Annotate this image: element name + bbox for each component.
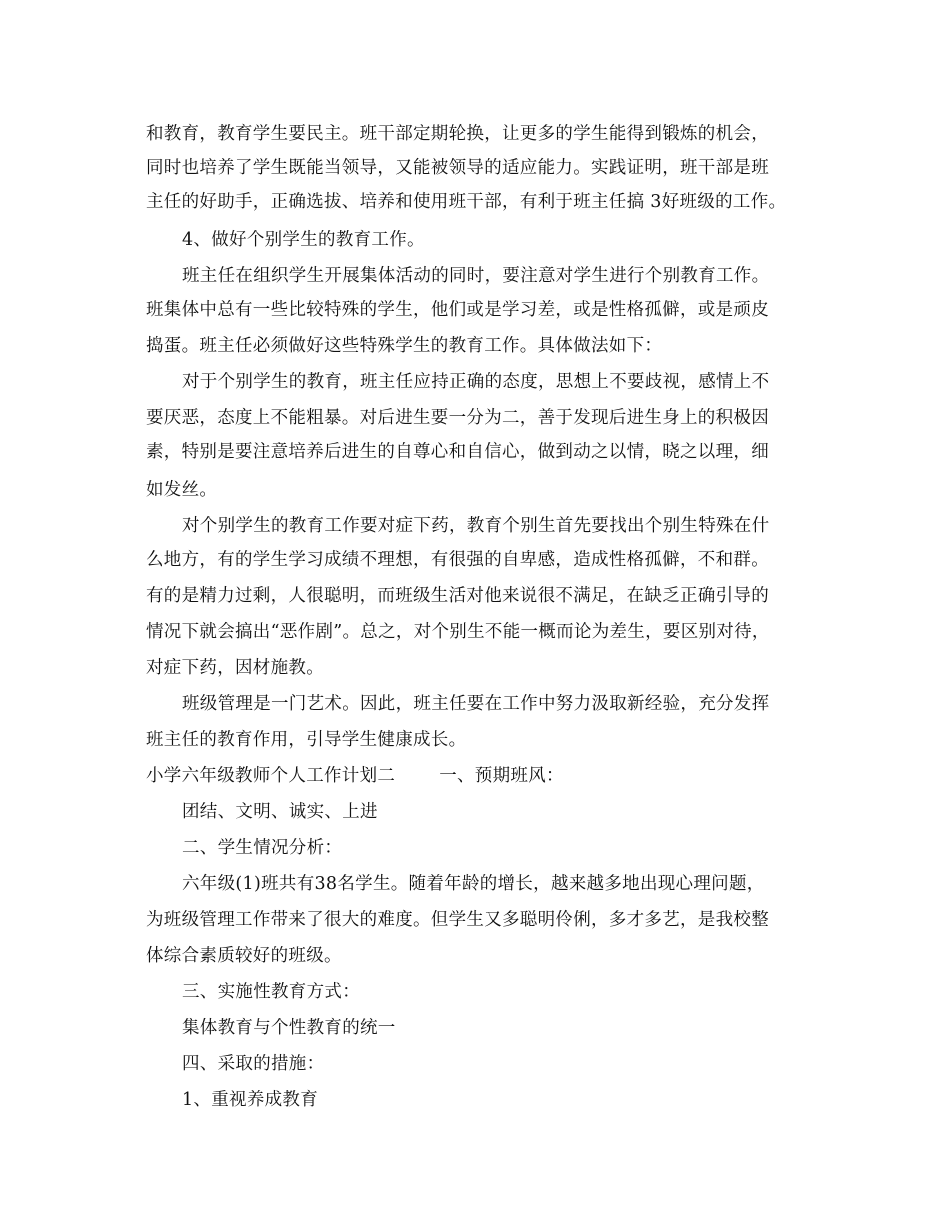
paragraph-line: 主任的好助手，正确选拔、培养和使用班干部，有利于班主任搞 3好班级的工作。 <box>146 192 787 212</box>
paragraph-line: 对于个别学生的教育，班主任应持正确的态度，思想上不要歧视，感情上不 <box>182 372 770 392</box>
paragraph-line: 班主任在组织学生开展集体活动的同时，要注意对学生进行个别教育工作。 <box>182 266 770 286</box>
paragraph-line: 有的是精力过剩，人很聪明，而班级生活对他来说很不满足，在缺乏正确引导的 <box>146 586 769 606</box>
paragraph-line: 六年级(1)班共有38名学生。随着年龄的增长，越来越多地出现心理问题， <box>182 874 765 894</box>
paragraph-line: 要厌恶，态度上不能粗暴。对后进生要一分为二，善于发现后进生身上的积极因 <box>146 408 769 428</box>
section-heading: 一、预期班风： <box>439 766 564 786</box>
paragraph-line: 捣蛋。班主任必须做好这些特殊学生的教育工作。具体做法如下： <box>146 336 663 356</box>
section-heading: 1、重视养成教育 <box>182 1090 319 1110</box>
section-heading: 4、做好个别学生的教育工作。 <box>182 230 425 250</box>
paragraph-line: 情况下就会搞出“恶作剧”。总之，对个别生不能一概而论为差生，要区别对待， <box>146 622 770 642</box>
paragraph-line: 班主任的教育作用，引导学生健康成长。 <box>146 730 467 750</box>
document-title: 小学六年级教师个人工作计划二 <box>146 766 396 786</box>
paragraph-line: 对个别学生的教育工作要对症下药，教育个别生首先要找出个别生特殊在什 <box>182 516 770 536</box>
document-title-line <box>146 764 564 788</box>
section-heading: 二、学生情况分析： <box>182 838 343 858</box>
paragraph-line: 班级管理是一门艺术。因此，班主任要在工作中努力汲取新经验，充分发挥 <box>182 694 770 714</box>
paragraph-line: 素，特别是要注意培养后进生的自尊心和自信心，做到动之以情，晓之以理，细 <box>146 442 769 462</box>
paragraph-line: 班集体中总有一些比较特殊的学生，他们或是学习差，或是性格孤僻，或是顽皮 <box>146 300 769 320</box>
paragraph-line: 同时也培养了学生既能当领导，又能被领导的适应能力。实践证明，班干部是班 <box>146 158 769 178</box>
paragraph-line: 对症下药，因材施教。 <box>146 658 324 678</box>
paragraph-line: 集体教育与个性教育的统一 <box>182 1018 396 1038</box>
paragraph-line: 和教育，教育学生要民主。班干部定期轮换，让更多的学生能得到锻炼的机会， <box>146 124 769 144</box>
paragraph-line: 么地方，有的学生学习成绩不理想，有很强的自卑感，造成性格孤僻，不和群。 <box>146 550 769 570</box>
paragraph-line: 如发丝。 <box>146 480 218 500</box>
paragraph-line: 团结、文明、诚实、上进 <box>182 802 378 822</box>
paragraph-line: 为班级管理工作带来了很大的难度。但学生又多聪明伶俐，多才多艺，是我校整 <box>146 910 769 930</box>
paragraph-line: 体综合素质较好的班级。 <box>146 946 342 966</box>
section-heading: 四、采取的措施： <box>182 1054 325 1074</box>
section-heading: 三、实施性教育方式： <box>182 982 360 1002</box>
